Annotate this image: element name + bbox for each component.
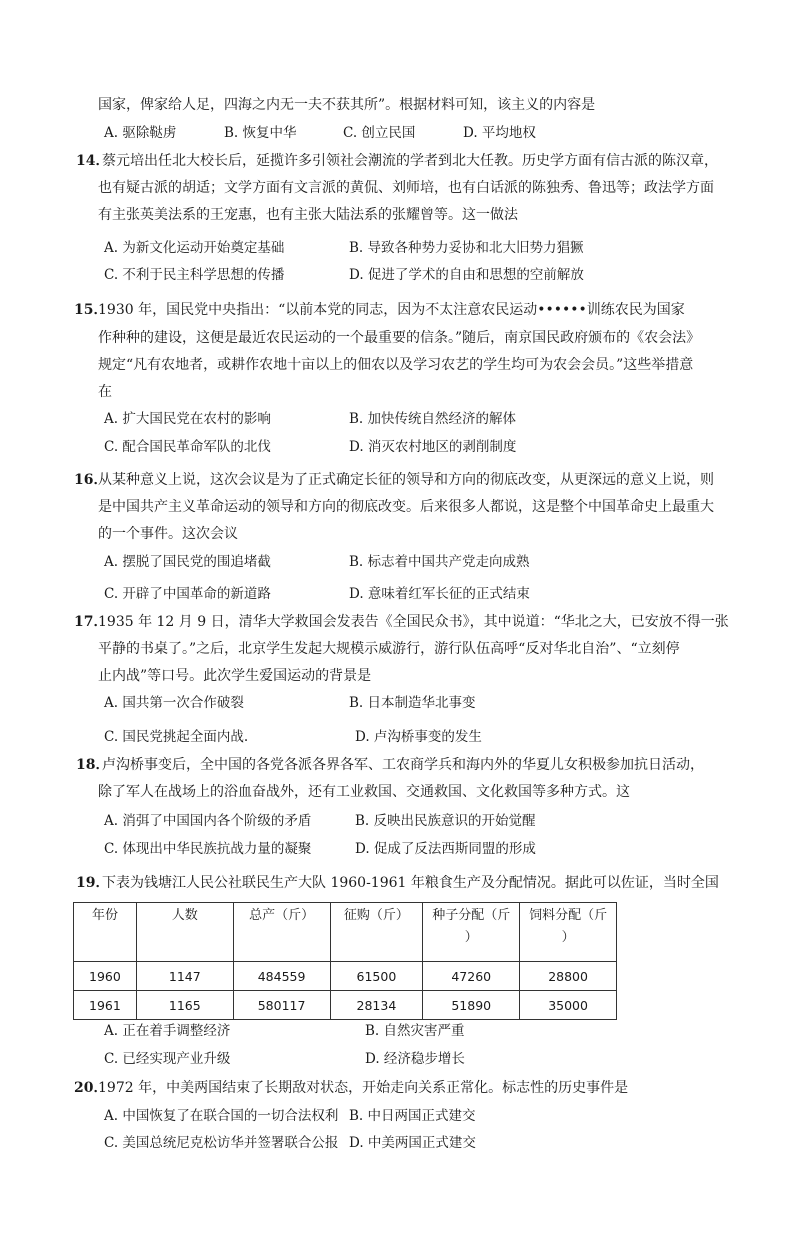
table-row — [74, 962, 617, 991]
table-cell: 47260 — [423, 962, 520, 991]
q15-stem-line-4: 在 — [98, 384, 112, 400]
q18-option-d[interactable]: D. 促成了反法西斯同盟的形成 — [355, 841, 536, 857]
q15-option-b[interactable]: B. 加快传统自然经济的解体 — [349, 411, 517, 427]
q16-option-a[interactable]: A. 摆脱了国民党的围追堵截 — [104, 554, 271, 570]
q19-number: 19． — [76, 875, 110, 891]
q14-number: 14． — [76, 153, 110, 169]
q17-option-c[interactable]: C. 国民党挑起全面内战. — [104, 729, 249, 745]
q19-option-c[interactable]: C. 已经实现产业升级 — [104, 1051, 231, 1067]
q20-option-d[interactable]: D. 中美两国正式建交 — [349, 1135, 476, 1151]
q16-stem-line-3: 的一个事件。这次会议 — [98, 526, 238, 542]
table-header-cell: 人数 — [136, 903, 233, 962]
q13-option-a[interactable]: A. 驱除鞑虏 — [104, 125, 177, 141]
q18-number: 18． — [76, 757, 110, 773]
q18-stem-line-2: 除了军人在战场上的浴血奋战外，还有工业救国、交通救国、文化救国等多种方式。这 — [98, 784, 630, 800]
table-cell: 61500 — [330, 962, 423, 991]
q15-option-c[interactable]: C. 配合国民革命军队的北伐 — [104, 439, 271, 455]
q17-number: 17． — [74, 614, 108, 630]
table-cell: 51890 — [423, 991, 520, 1020]
q14-option-b[interactable]: B. 导致各种势力妥协和北大旧势力猖獗 — [349, 240, 584, 256]
grain-production-table — [73, 902, 617, 1020]
table-header-row — [74, 903, 617, 962]
q17-option-d[interactable]: D. 卢沟桥事变的发生 — [355, 729, 482, 745]
q18-stem-line-1: 卢沟桥事变后，全中国的各党各派各界各军、工农商学兵和海内外的华夏儿女积极参加抗日活动， — [102, 757, 704, 773]
table-cell: 1960 — [74, 962, 137, 991]
table-header-cell: 年份 — [74, 903, 137, 962]
q19-option-a[interactable]: A. 正在着手调整经济 — [104, 1023, 231, 1039]
q16-number: 16． — [74, 472, 108, 488]
table-header-cell: 总产（斤） — [233, 903, 330, 962]
q17-stem-line-1: 1935 年 12 月 9 日，清华大学救国会发表告《全国民众书》，其中说道：“华北之大，已安放不得一张 — [98, 614, 729, 630]
q15-option-d[interactable]: D. 消灭农村地区的剥削制度 — [349, 439, 517, 455]
q15-stem-line-2: 作种种的建设，这便是最近农民运动的一个最重要的信条。”随后，南京国民政府颁布的《农会法》 — [98, 330, 701, 346]
q14-option-c[interactable]: C. 不利于民主科学思想的传播 — [104, 267, 285, 283]
table-cell: 35000 — [520, 991, 617, 1020]
table-row — [74, 991, 617, 1020]
q16-option-d[interactable]: D. 意味着红军长征的正式结束 — [349, 586, 530, 602]
q14-option-d[interactable]: D. 促进了学术的自由和思想的空前解放 — [349, 267, 584, 283]
table-cell: 1961 — [74, 991, 137, 1020]
q15-number: 15． — [74, 302, 108, 318]
table-cell: 1165 — [136, 991, 233, 1020]
table-cell: 28134 — [330, 991, 423, 1020]
q17-option-b[interactable]: B. 日本制造华北事变 — [349, 695, 476, 711]
q18-option-a[interactable]: A. 消弭了中国国内各个阶级的矛盾 — [104, 813, 312, 829]
q18-option-c[interactable]: C. 体现出中华民族抗战力量的凝聚 — [104, 841, 312, 857]
q20-option-c[interactable]: C. 美国总统尼克松访华并签署联合公报 — [104, 1135, 339, 1151]
q17-stem-line-2: 平静的书桌了。”之后，北京学生发起大规模示威游行，游行队伍高呼“反对华北自治”、“立刻停 — [98, 641, 680, 657]
q16-stem-line-2: 是中国共产主义革命运动的领导和方向的彻底改变。后来很多人都说，这是整个中国革命史上最重大 — [98, 499, 714, 515]
q18-option-b[interactable]: B. 反映出民族意识的开始觉醒 — [355, 813, 536, 829]
q16-option-b[interactable]: B. 标志着中国共产党走向成熟 — [349, 554, 530, 570]
q14-stem-line-2: 也有疑古派的胡适；文学方面有文言派的黄侃、刘师培，也有白话派的陈独秀、鲁迅等；政法学方面 — [98, 180, 714, 196]
q14-stem-line-3: 有主张英美法系的王宠惠，也有主张大陆法系的张耀曾等。这一做法 — [98, 207, 518, 223]
table-header-cell: 饲料分配（斤 ） — [520, 903, 617, 962]
q17-stem-line-3: 止内战”等口号。此次学生爱国运动的背景是 — [98, 668, 372, 684]
q13-option-b[interactable]: B. 恢复中华 — [224, 125, 297, 141]
q13-stem-line: 国家，俾家给人足，四海之内无一夫不获其所”。根据材料可知，该主义的内容是 — [98, 97, 596, 113]
q19-stem-line-1: 下表为钱塘江人民公社联民生产大队 1960-1961 年粮食生产及分配情况。据此可以佐证，当时全国 — [102, 875, 719, 891]
q19-option-b[interactable]: B. 自然灾害严重 — [365, 1023, 465, 1039]
table-cell: 580117 — [233, 991, 330, 1020]
q17-option-a[interactable]: A. 国共第一次合作破裂 — [104, 695, 244, 711]
q13-option-c[interactable]: C. 创立民国 — [343, 125, 416, 141]
q15-stem-line-1: 1930 年，国民党中央指出：“以前本党的同志，因为不太注意农民运动••••••训练农民为国家 — [98, 302, 685, 318]
q16-stem-line-1: 从某种意义上说，这次会议是为了正式确定长征的领导和方向的彻底改变，从更深远的意义上说，则 — [98, 472, 714, 488]
q13-option-d[interactable]: D. 平均地权 — [463, 125, 536, 141]
q14-option-a[interactable]: A. 为新文化运动开始奠定基础 — [104, 240, 285, 256]
q20-stem-line-1: 1972 年，中美两国结束了长期敌对状态，开始走向关系正常化。标志性的历史事件是 — [98, 1080, 629, 1096]
table-header-cell: 征购（斤） — [330, 903, 423, 962]
table-header-cell: 种子分配（斤 ） — [423, 903, 520, 962]
q14-stem-line-1: 蔡元培出任北大校长后，延揽许多引领社会潮流的学者到北大任教。历史学方面有信古派的陈汉章， — [102, 153, 718, 169]
q20-number: 20． — [74, 1080, 108, 1096]
table-cell: 484559 — [233, 962, 330, 991]
q15-stem-line-3: 规定“凡有农地者，或耕作农地十亩以上的佃农以及学习农艺的学生均可为农会会员。”这些举措意 — [98, 357, 694, 373]
q15-option-a[interactable]: A. 扩大国民党在农村的影响 — [104, 411, 271, 427]
q20-option-a[interactable]: A. 中国恢复了在联合国的一切合法权利 — [104, 1108, 339, 1124]
q20-option-b[interactable]: B. 中日两国正式建交 — [349, 1108, 476, 1124]
table-cell: 1147 — [136, 962, 233, 991]
q19-option-d[interactable]: D. 经济稳步增长 — [365, 1051, 465, 1067]
table-cell: 28800 — [520, 962, 617, 991]
q16-option-c[interactable]: C. 开辟了中国革命的新道路 — [104, 586, 271, 602]
